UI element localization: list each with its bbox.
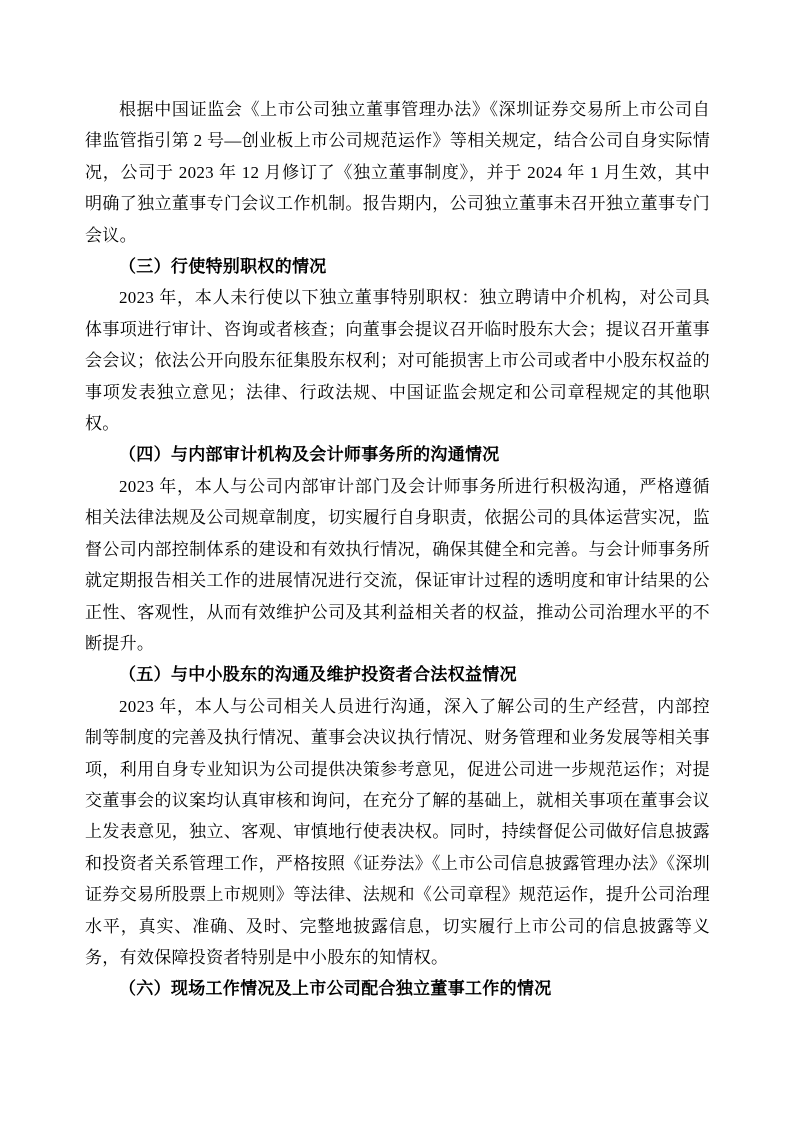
- document-content: [85, 94, 710, 1005]
- body-paragraph: 2023 年，本人未行使以下独立董事特别职权：独立聘请中介机构，对公司具体事项进行审计、咨询或者核查；向董事会提议召开临时股东大会；提议召开董事会会议；依法公开向股东征集股东权利；对可能损害上市公司或者中小股东权益的事项发表独立意见；法律、行政法规、中国证监会规定和公司章程规定的其他职权。: [85, 288, 710, 434]
- section-heading: （四）与内部审计机构及会计师事务所的沟通情况: [119, 445, 500, 465]
- section-heading: （六）现场工作情况及上市公司配合独立董事工作的情况: [119, 979, 552, 999]
- section-heading: （三）行使特别职权的情况: [119, 257, 327, 277]
- section-heading: （五）与中小股东的沟通及维护投资者合法权益情况: [119, 665, 517, 685]
- body-paragraph: 2023 年，本人与公司相关人员进行沟通，深入了解公司的生产经营，内部控制等制度的完善及执行情况、董事会决议执行情况、财务管理和业务发展等相关事项，利用自身专业知识为公司提供决策参考意见，促进公司进一步规范运作；对提交董事会的议案均认真审核和询问，在充分了解的基础上，就相关事项在董事会议上发表意见，独立、客观、审慎地行使表决权。同时，持续督促公司做好信息披露和投资者关系管理工作，严格按照《证券法》《上市公司信息披露管理办法》《深圳证券交易所股票上市规则》等法律、法规和《公司章程》规范运作，提升公司治理水平，真实、准确、及时、完整地披露信息，切实履行上市公司的信息披露等义务，有效保障投资者特别是中小股东的知情权。: [85, 696, 710, 967]
- body-paragraph: 2023 年，本人与公司内部审计部门及会计师事务所进行积极沟通，严格遵循相关法律法规及公司规章制度，切实履行自身职责，依据公司的具体运营实况，监督公司内部控制体系的建设和有效执行情况，确保其健全和完善。与会计师事务所就定期报告相关工作的进展情况进行交流，保证审计过程的透明度和审计结果的公正性、客观性，从而有效维护公司及其利益相关者的权益，推动公司治理水平的不断提升。: [85, 476, 710, 653]
- body-paragraph: 根据中国证监会《上市公司独立董事管理办法》《深圳证券交易所上市公司自律监管指引第 2 号—创业板上市公司规范运作》等相关规定，结合公司自身实际情况，公司于 2023 年 12 月修订了《独立董事制度》，并于 2024 年 1 月生效，其中明确了独立董事专门会议工作机制。报告期内，公司独立董事未召开独立董事专门会议。: [85, 100, 710, 245]
